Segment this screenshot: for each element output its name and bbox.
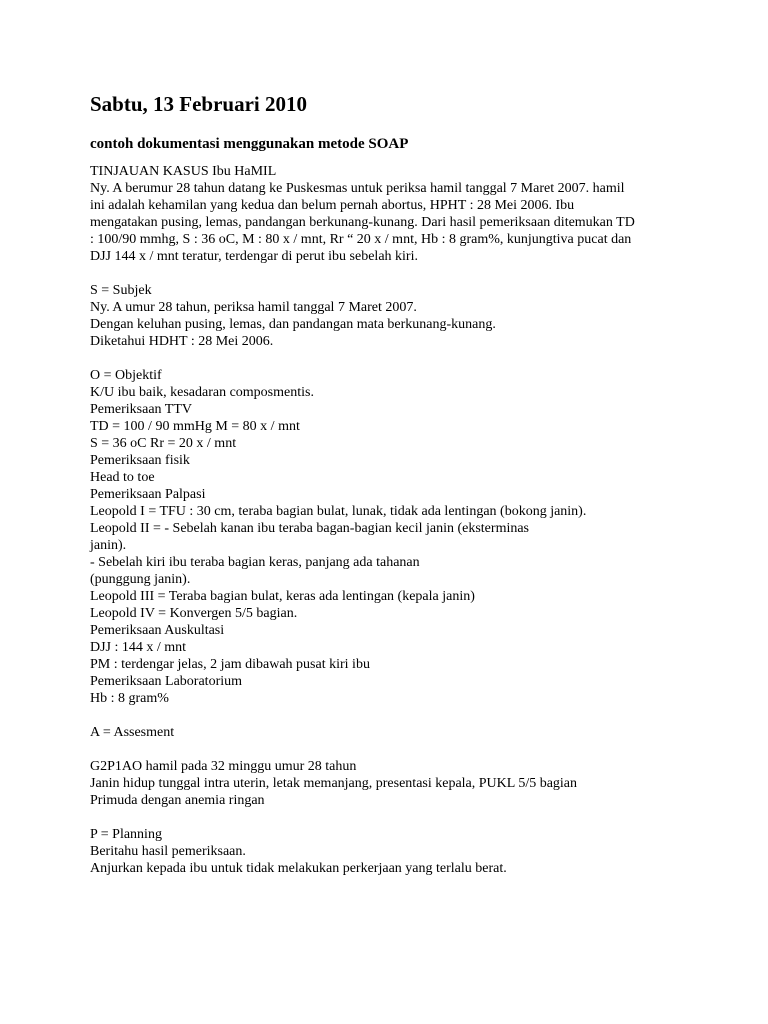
- subjek-heading: S = Subjek: [90, 283, 152, 298]
- objektif-line: Pemeriksaan fisik: [90, 453, 190, 468]
- objektif-line: Pemeriksaan Auskultasi: [90, 623, 225, 638]
- assesment-heading: A = Assesment: [90, 725, 175, 740]
- case-section: [90, 163, 730, 265]
- subjek-line: Dengan keluhan pusing, lemas, dan pandangan mata berkunang-kunang.: [90, 317, 496, 332]
- objektif-line: Hb : 8 gram%: [90, 691, 169, 706]
- assesment-section: [90, 724, 730, 809]
- planning-line: Beritahu hasil pemeriksaan.: [90, 844, 246, 859]
- objektif-section: [90, 367, 730, 707]
- case-line: : 100/90 mmhg, S : 36 oC, M : 80 x / mnt, Rr “ 20 x / mnt, Hb : 8 gram%, kunjungtiva pucat dan: [90, 232, 632, 247]
- case-line: Ny. A berumur 28 tahun datang ke Puskesmas untuk periksa hamil tanggal 7 Maret 2007. hamil: [90, 181, 625, 196]
- objektif-heading: O = Objektif: [90, 368, 162, 383]
- case-heading: TINJAUAN KASUS Ibu HaMIL: [90, 164, 277, 179]
- subjek-line: Diketahui HDHT : 28 Mei 2006.: [90, 334, 274, 349]
- assesment-line: G2P1AO hamil pada 32 minggu umur 28 tahun: [90, 759, 357, 774]
- objektif-line: K/U ibu baik, kesadaran composmentis.: [90, 385, 314, 400]
- blank-line: [90, 350, 730, 367]
- objektif-line: janin).: [90, 538, 127, 553]
- blank-line: [90, 809, 730, 826]
- blank-line: [90, 707, 730, 724]
- objektif-line: Leopold III = Teraba bagian bulat, keras ada lentingan (kepala janin): [90, 589, 475, 604]
- objektif-line: - Sebelah kiri ibu teraba bagian keras, panjang ada tahanan: [90, 555, 420, 570]
- objektif-line: Leopold I = TFU : 30 cm, teraba bagian bulat, lunak, tidak ada lentingan (bokong janin).: [90, 504, 587, 519]
- planning-line: Anjurkan kepada ibu untuk tidak melakukan perkerjaan yang terlalu berat.: [90, 861, 507, 876]
- page-title: Sabtu, 13 Februari 2010: [90, 92, 308, 116]
- blank-line: [90, 265, 730, 282]
- subjek-section: [90, 282, 730, 350]
- subjek-line: Ny. A umur 28 tahun, periksa hamil tanggal 7 Maret 2007.: [90, 300, 417, 315]
- case-line: mengatakan pusing, lemas, pandangan berkunang-kunang. Dari hasil pemeriksaan ditemukan TD: [90, 215, 635, 230]
- case-line: DJJ 144 x / mnt teratur, terdengar di perut ibu sebelah kiri.: [90, 249, 418, 264]
- objektif-line: Pemeriksaan TTV: [90, 402, 192, 417]
- objektif-line: TD = 100 / 90 mmHg M = 80 x / mnt: [90, 419, 300, 434]
- objektif-line: Pemeriksaan Palpasi: [90, 487, 206, 502]
- document-body: [90, 163, 730, 877]
- assesment-line: Janin hidup tunggal intra uterin, letak memanjang, presentasi kepala, PUKL 5/5 bagian: [90, 776, 578, 791]
- objektif-line: Leopold II = - Sebelah kanan ibu teraba bagan-bagian kecil janin (eksterminas: [90, 521, 530, 536]
- objektif-line: (punggung janin).: [90, 572, 191, 587]
- planning-heading: P = Planning: [90, 827, 162, 842]
- case-line: ini adalah kehamilan yang kedua dan belum pernah abortus, HPHT : 28 Mei 2006. Ibu: [90, 198, 575, 213]
- objektif-line: S = 36 oC Rr = 20 x / mnt: [90, 436, 237, 451]
- objektif-line: Pemeriksaan Laboratorium: [90, 674, 243, 689]
- blank-line: [90, 741, 730, 758]
- objektif-line: Head to toe: [90, 470, 155, 485]
- objektif-line: Leopold IV = Konvergen 5/5 bagian.: [90, 606, 298, 621]
- objektif-line: PM : terdengar jelas, 2 jam dibawah pusat kiri ibu: [90, 657, 370, 672]
- planning-section: [90, 826, 730, 877]
- page-subtitle: contoh dokumentasi menggunakan metode SOAP: [90, 136, 409, 152]
- objektif-line: DJJ : 144 x / mnt: [90, 640, 187, 655]
- assesment-line: Primuda dengan anemia ringan: [90, 793, 265, 808]
